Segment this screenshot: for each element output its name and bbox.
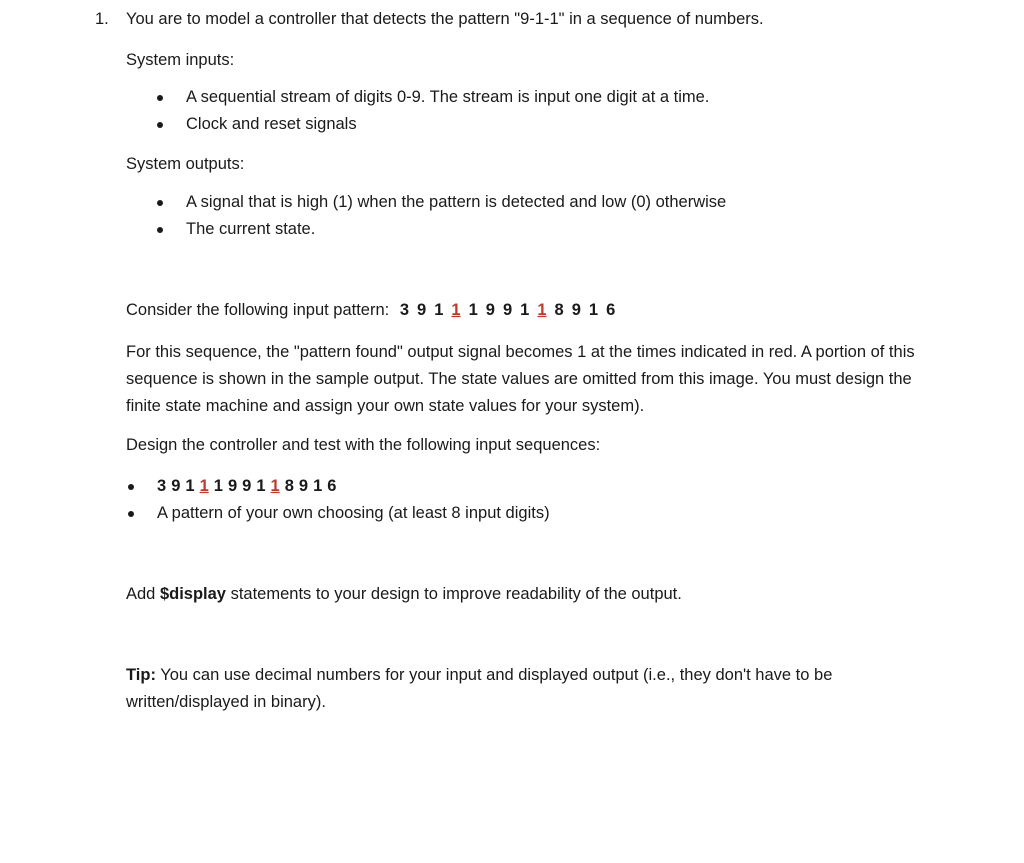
consider-prefix: Consider the following input pattern: [126, 301, 390, 319]
sequence-digit: 1 [451, 301, 461, 319]
display-note-suffix: statements to your design to improve readability of the output. [226, 585, 682, 603]
outputs-item: The current state. [186, 220, 316, 238]
sequence-digit: 1 [185, 477, 195, 495]
inputs-heading: System inputs: [126, 51, 235, 69]
sequence-digit: 1 [199, 477, 209, 495]
tip-label: Tip: [126, 666, 156, 684]
display-keyword: $display [159, 585, 226, 603]
outputs-item: A signal that is high (1) when the pattern is detected and low (0) otherwise [186, 193, 727, 211]
sequence-digit: 1 [588, 301, 599, 319]
display-note-prefix: Add [126, 585, 160, 603]
sequence-digit: 3 [157, 477, 167, 495]
sequence-digit: 9 [227, 477, 238, 495]
design-sequence [157, 477, 341, 496]
bullet-icon [128, 511, 134, 517]
display-note [126, 585, 682, 604]
own-pattern-item: A pattern of your own choosing (at least 8 input digits) [157, 504, 550, 522]
tip-text: You can use decimal numbers for your input and displayed output (i.e., they don't have to be written/displayed in binary). [126, 666, 833, 711]
sequence-digit: 1 [313, 477, 323, 495]
sequence-digit: 1 [520, 301, 530, 319]
tip-paragraph [126, 662, 916, 716]
inputs-item: A sequential stream of digits 0-9. The stream is input one digit at a time. [186, 88, 710, 106]
sequence-digit: 6 [327, 477, 337, 495]
question-number: 1. [95, 10, 109, 28]
sequence-digit: 1 [468, 301, 478, 319]
description-paragraph: For this sequence, the "pattern found" output signal becomes 1 at the times indicated in red. A portion of this sequence is shown in the sample output. The state values are omitted from this image. You must design the finite state machine and assign your own state values for your system). [126, 343, 915, 415]
sequence-digit: 8 [554, 301, 564, 319]
bullet-icon [128, 484, 134, 490]
sequence-digit: 1 [213, 477, 223, 495]
sequence-digit: 8 [284, 477, 294, 495]
sequence-digit: 6 [606, 301, 616, 319]
sequence-digit: 1 [256, 477, 266, 495]
consider-line [126, 301, 623, 320]
sequence-digit: 9 [502, 301, 513, 319]
inputs-item: Clock and reset signals [186, 115, 357, 133]
bullet-icon [157, 95, 163, 101]
sequence-digit: 9 [242, 477, 252, 495]
sequence-digit: 9 [485, 301, 495, 319]
bullet-icon [157, 122, 163, 128]
sequence-digit: 9 [171, 477, 181, 495]
sequence-digit: 1 [434, 301, 444, 319]
outputs-heading: System outputs: [126, 155, 245, 173]
bullet-icon [157, 200, 163, 206]
sequence-digit: 9 [571, 301, 581, 319]
sequence-digit: 9 [298, 477, 309, 495]
consider-sequence [400, 301, 623, 319]
sequence-digit: 3 [399, 301, 410, 319]
bullet-icon [157, 227, 163, 233]
design-heading: Design the controller and test with the following input sequences: [126, 436, 601, 454]
sequence-digit: 1 [537, 301, 547, 319]
sequence-digit: 1 [270, 477, 280, 495]
question-text: You are to model a controller that detects the pattern "9-1-1" in a sequence of numbers. [126, 10, 764, 28]
sequence-digit: 9 [417, 301, 427, 319]
